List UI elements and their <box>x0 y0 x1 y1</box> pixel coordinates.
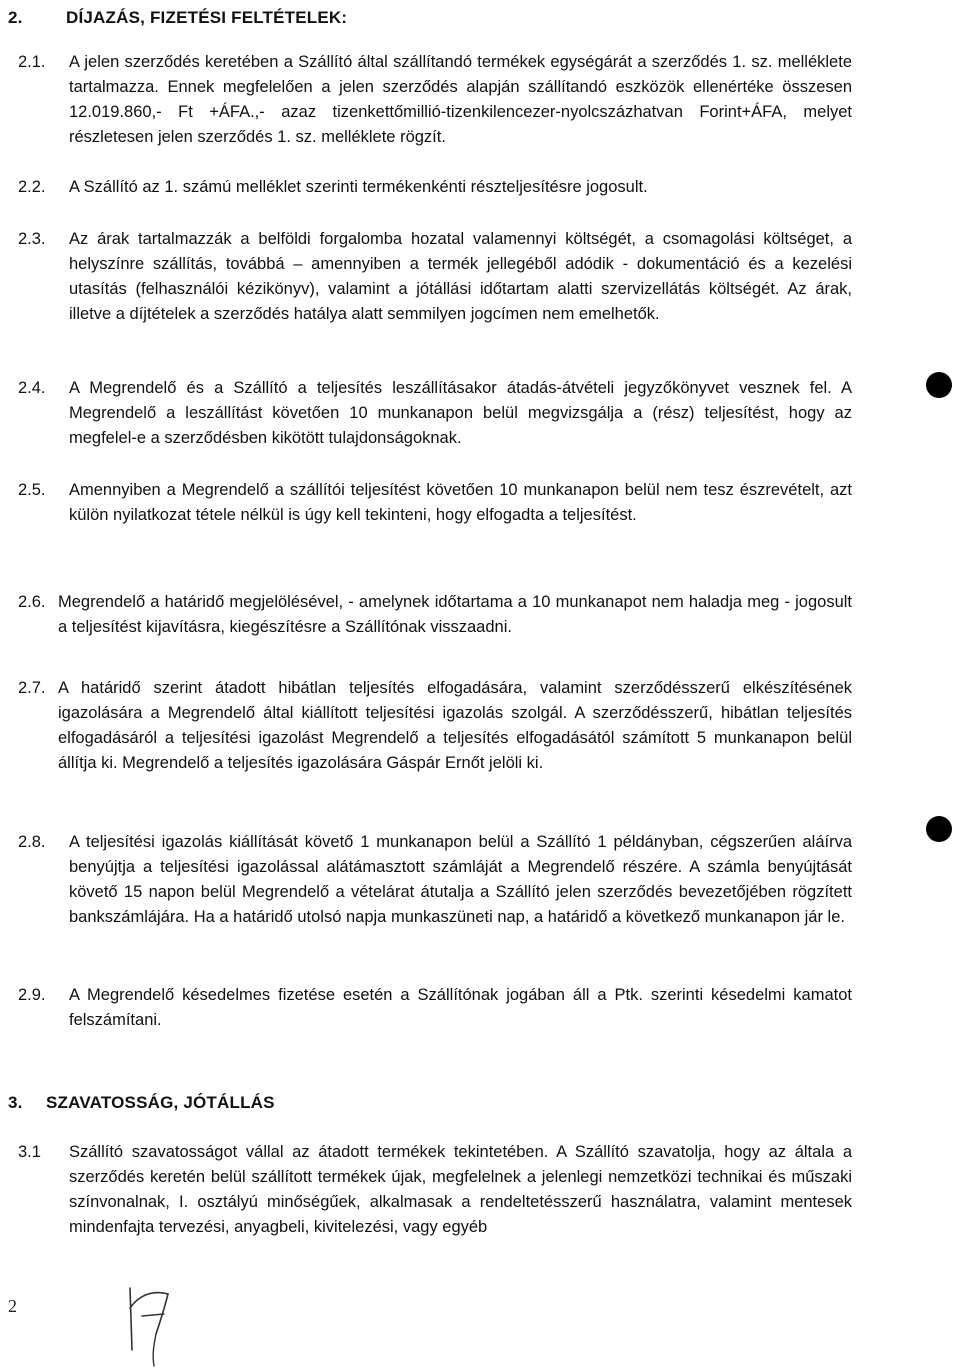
clause-text: Amennyiben a Megrendelő a szállítói teljesítést követően 10 munkanapon belül nem tesz észrevételt, azt külön nyilatkozat tétele nélkül is úgy kell tekinteni, hogy elfogadta a teljesítést. <box>69 481 852 524</box>
clause-text: Az árak tartalmazzák a belföldi forgalomba hozatal valamennyi költségét, a csomagolási költséget, a helyszínre szállítás, továbbá – amennyiben a termék jellegéből adódik - dokumentáció és a kezelési utasítás (felhasználói kézikönyv), valamint a jótállási időtartam alatti szervizellátás költségét. Az árak, illetve a díjtételek a szerződés hatálya alatt semmilyen jogcímen nem emelhetők. <box>69 230 852 323</box>
clause-number: 2.9. <box>18 986 46 1004</box>
clause-text: A Megrendelő és a Szállító a teljesítés leszállításakor átadás-átvételi jegyzőkönyvet vesznek fel. A Megrendelő a leszállítást követően 10 munkanapon belül megvizsgálja a (rész) teljesítést, hogy az megfelel-e a szerződésben kikötött tulajdonságoknak. <box>69 379 852 447</box>
handwritten-initials <box>112 1280 182 1368</box>
clause-text: Szállító szavatosságot vállal az átadott termékek tekintetében. A Szállító szavatolja, hogy az általa a szerződés keretén belül szállított termékek újak, megfelelnek a jelenlegi nemzetközi technikai és műszaki színvonalnak, I. osztályú minőségűek, alkalmasak a rendeltetésszerű használatra, valamint mentesek mindenfajta tervezési, anyagbeli, kivitelezési, vagy egyéb <box>69 1143 852 1236</box>
punch-hole-mark <box>926 372 952 398</box>
clause-number: 2.1. <box>18 53 46 71</box>
page-number: 2 <box>8 1296 17 1316</box>
section-number: 3. <box>8 1093 23 1112</box>
clause-number: 2.6. <box>18 593 46 611</box>
clause-number: 2.3. <box>18 230 46 248</box>
clause-number: 2.8. <box>18 833 46 851</box>
clause-text: Megrendelő a határidő megjelölésével, - amelynek időtartama a 10 munkanapot nem haladja meg - jogosult a teljesítést kijavításra, kiegészítésre a Szállítónak visszaadni. <box>58 593 852 636</box>
clause-number: 3.1 <box>18 1143 41 1161</box>
clause-text: A teljesítési igazolás kiállítását követő 1 munkanapon belül a Szállító 1 példányban, cégszerűen aláírva benyújtja a teljesítési igazolással alátámasztott számláját a Megrendelő részére. A számla benyújtását követő 15 napon belül Megrendelő a vételárat átutalja a Szállító jelen szerződés bevezetőjében rögzített bankszámlájára. Ha a határidő utolsó napja munkaszüneti nap, a határidő a következő munkanapon jár le. <box>69 833 852 926</box>
clause-text: A határidő szerint átadott hibátlan teljesítés elfogadására, valamint szerződésszerű elkészítésének igazolására a Megrendelő által kiállított teljesítési igazolás szolgál. A szerződésszerű, hibátlan teljesítés elfogadásáról a teljesítési igazolást Megrendelő a teljesítés elfogadásától számított 5 munkanapon belül állítja ki. Megrendelő a teljesítés igazolására Gáspár Ernőt jelöli ki. <box>58 679 852 772</box>
punch-hole-mark <box>926 816 952 842</box>
section-2-heading <box>8 8 347 28</box>
clause-text: A Szállító az 1. számú melléklet szerinti termékenkénti részteljesítésre jogosult. <box>69 178 648 196</box>
clause-number: 2.2. <box>18 178 46 196</box>
section-3-heading <box>8 1093 275 1113</box>
clause-number: 2.4. <box>18 379 46 397</box>
clause-text: A jelen szerződés keretében a Szállító által szállítandó termékek egységárát a szerződés 1. sz. melléklete tartalmazza. Ennek megfelelően a jelen szerződés alapján szállítandó eszközök ellenértéke összesen 12.019.860,- Ft +ÁFA.,- azaz tizenkettőmillió-tizenkilencezer-nyolcszázhatvan Forint+ÁFA, melyet részletesen jelen szerződés 1. sz. melléklete rögzít. <box>69 53 852 146</box>
clause-text: A Megrendelő késedelmes fizetése esetén a Szállítónak jogában áll a Ptk. szerinti késedelmi kamatot felszámítani. <box>69 986 852 1029</box>
clause-number: 2.5. <box>18 481 46 499</box>
section-title: DÍJAZÁS, FIZETÉSI FELTÉTELEK: <box>66 8 348 27</box>
clause-number: 2.7. <box>18 679 46 697</box>
section-title: SZAVATOSSÁG, JÓTÁLLÁS <box>46 1093 275 1112</box>
section-number: 2. <box>8 8 23 27</box>
